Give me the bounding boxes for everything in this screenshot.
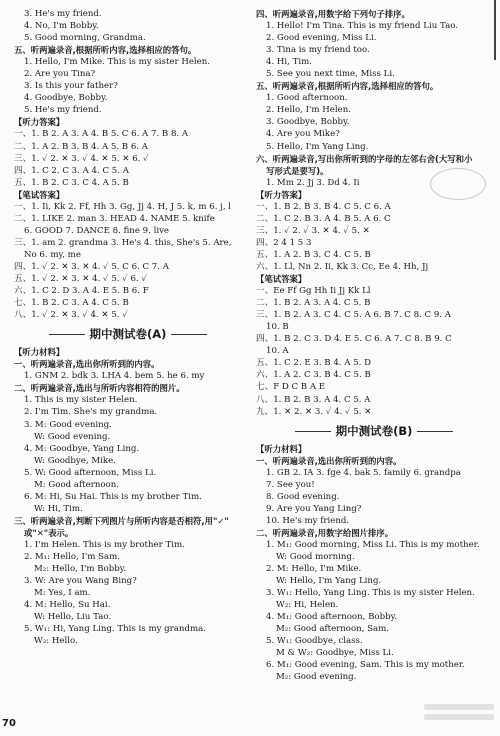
text-line: 1. GB 2. IA 3. fge 4. bak 5. family 6. grandpa: [266, 467, 461, 478]
text-line: 4. M: Goodbye, Yang Ling.: [24, 443, 140, 454]
text-line: 10. He's my friend.: [266, 515, 350, 526]
text-line: 1. Hello, I'm Mike. This is my sister Helen.: [24, 57, 210, 68]
text-line: 一、1. B 2. B 3. B 4. C 5. C 6. A: [256, 201, 391, 212]
text-line: 1. Good afternoon.: [266, 93, 348, 104]
watermark-logo: [424, 704, 494, 732]
text-line: 一、Ee Ff Gg Hh Ii Jj Kk Ll: [256, 286, 371, 297]
text-line: 【听力材料】: [14, 347, 65, 358]
text-line: 六、1. C 2. D 3. A 4. E 5. B 6. F: [14, 286, 149, 297]
text-line: 写形式是要写)。: [266, 165, 329, 176]
text-line: 二、听两遍录音,用数字给图片排序。: [256, 527, 394, 538]
text-line: W: Good evening.: [34, 431, 111, 442]
text-line: 5. W₁: Goodbye, class.: [266, 636, 363, 647]
text-line: 1. Hello! I'm Tina. This is my friend Liu Tao.: [266, 21, 458, 32]
text-line: 6. GOOD 7. DANCE 8. fine 9. live: [24, 225, 170, 236]
text-line: 2. M₁: Hello, I'm Sam.: [24, 552, 121, 563]
text-line: 3. Tina is my friend too.: [266, 45, 370, 56]
text-line: 5. He's my friend.: [24, 105, 102, 116]
right-column: [256, 8, 492, 684]
text-line: 7. See you!: [266, 479, 315, 490]
text-line: 2. M: Hello, I'm Mike.: [266, 564, 362, 575]
text-line: 【笔试答案】: [14, 189, 65, 200]
text-line: 一、听两遍录音,选出你所听到的内容。: [14, 359, 160, 370]
text-line: 九、1. ✕ 2. ✕ 3. ✓ 4. ✓ 5. ✕: [256, 406, 372, 417]
text-line: 八、1. ✓ 2. ✕ 3. ✓ 4. ✕ 5. ✓: [14, 310, 128, 321]
text-line: W: Good morning.: [276, 552, 355, 563]
text-line: 三、1. ✓ 2. ✓ 3. ✕ 4. ✓ 5. ✕: [256, 225, 370, 236]
text-line: 3. He's my friend.: [24, 9, 102, 19]
text-line: 4. M: Hello, Su Hai.: [24, 600, 111, 611]
text-line: 10. A: [266, 346, 289, 357]
text-line: 8. Good evening.: [266, 491, 340, 502]
text-line: 六、听两遍录音,写出你所听到的字母的左邻右舍(大写和小: [256, 153, 473, 164]
text-line: 二、1. LIKE 2. man 3. HEAD 4. NAME 5. knife: [14, 213, 215, 224]
text-line: W: Hello, I'm Yang Ling.: [276, 576, 382, 587]
left-column: [14, 8, 242, 647]
text-line: 五、1. C 2. E 3. B 4. A 5. D: [256, 358, 372, 369]
text-line: M & W₂: Goodbye, Miss Li.: [276, 648, 394, 659]
text-line: W₂: Hello.: [34, 636, 78, 647]
section-title: [14, 327, 242, 342]
text-line: 【听力答案】: [256, 189, 307, 200]
text-line: 五、听两遍录音,根据所听内容,选择相应的答句。: [256, 81, 439, 92]
text-line: 1. Mm 2. Jj 3. Dd 4. Ii: [266, 177, 360, 188]
text-line: 3. M: Good evening.: [24, 419, 112, 430]
text-line: 4. Hi, Tim.: [266, 57, 312, 68]
text-line: 五、1. B 2. C 3. C 4. A 5. B: [14, 177, 129, 188]
text-line: 四、2 4 1 5 3: [256, 237, 312, 248]
text-line: 5. Hello, I'm Yang Ling.: [266, 141, 369, 152]
text-line: 六、1. Ll, Nn 2. Ii, Kk 3. Cc, Ee 4. Hh, Jj: [256, 261, 429, 272]
text-line: 4. M₁: Good afternoon, Bobby.: [266, 612, 398, 623]
text-line: M₂: Good evening.: [276, 672, 357, 683]
text-line: 二、1. C 2. B 3. A 4. B 5. A 6. C: [256, 213, 391, 224]
text-line: 1. GNM 2. bdk 3. LHA 4. bem 5. he 6. my: [24, 371, 205, 382]
text-line: M₂: Hello, I'm Bobby.: [34, 564, 127, 575]
text-line: 3. W₁: Hello, Yang Ling. This is my sister Helen.: [266, 588, 475, 599]
text-line: 5. W₁: Hi, Yang Ling. This is my grandma.: [24, 624, 206, 635]
text-line: W: Hi, Tim.: [34, 503, 83, 514]
text-line: 四、1. C 2. C 3. A 4. C 5. A: [14, 165, 129, 176]
text-line: 四、听两遍录音,用数字给下列句子排序。: [256, 9, 410, 19]
text-line: 3. Is this your father?: [24, 81, 118, 92]
text-line: 四、1. B 2. C 3. D 4. E 5. C 6. A 7. C 8. B 9. C: [256, 334, 452, 345]
text-line: 一、1. Ii, Kk 2. Ff, Hh 3. Gg, Jj 4. H, J 5. k, m 6. j, l: [14, 201, 232, 212]
text-line: 三、听两遍录音,判断下列图片与所听内容是否相符,用"✓": [14, 515, 229, 526]
text-line: 【听力材料】: [256, 443, 307, 454]
text-line: 2. I'm Tim. She's my grandma.: [24, 407, 158, 418]
text-line: 一、听两遍录音,选出你所听到的内容。: [256, 455, 402, 466]
text-line: M: Yes, I am.: [34, 588, 91, 599]
text-line: W₂: Hi, Helen.: [276, 600, 339, 611]
text-line: 2. Good evening, Miss Li.: [266, 33, 377, 44]
text-line: 1. I'm Helen. This is my brother Tim.: [24, 539, 185, 550]
text-line: M: Good afternoon.: [34, 479, 119, 490]
text-line: 10. B: [266, 322, 289, 333]
text-line: 二、1. A 2. B 3. B 4. A 5. B 6. A: [14, 141, 148, 152]
text-line: 七、F D C B A E: [256, 382, 326, 393]
text-line: 5. See you next time, Miss Li.: [266, 69, 395, 80]
text-line: W: Goodbye, Mike.: [34, 455, 116, 466]
text-line: No 6. my, me: [24, 249, 81, 260]
text-line: 1. This is my sister Helen.: [24, 395, 138, 406]
text-line: 4. Goodbye, Bobby.: [24, 93, 108, 104]
text-line: 六、1. A 2. C 3. B 4. C 5. B: [256, 370, 371, 381]
text-line: 三、1. ✓ 2. ✕ 3. ✓ 4. ✕ 5. ✕ 6. ✓: [14, 153, 149, 164]
text-line: 4. Are you Mike?: [266, 129, 340, 140]
text-line: 五、听两遍录音,根据所听内容,选择相应的答句。: [14, 45, 197, 56]
section-title-text: 期中测试卷(B): [335, 423, 413, 438]
text-line: 6. M: Hi, Su Hai. This is my brother Tim.: [24, 491, 202, 502]
text-line: M₂: Good afternoon, Sam.: [276, 624, 390, 635]
section-title: [256, 424, 492, 439]
text-line: 6. M₁: Good evening, Sam. This is my mother.: [266, 660, 465, 671]
text-line: 四、1. ✓ 2. ✕ 3. ✕ 4. ✓ 5. C 6. C 7. A: [14, 261, 169, 272]
text-line: 【笔试答案】: [256, 274, 307, 285]
section-title-text: 期中测试卷(A): [89, 327, 167, 342]
text-line: 二、听两遍录音,选出与所听内容相符的图片。: [14, 383, 185, 394]
binding-edge: [494, 0, 496, 60]
text-line: 三、1. B 2. A 3. C 4. C 5. A 6. B 7. C 8. C 9. A: [256, 310, 451, 321]
text-line: 或"✕"表示。: [24, 527, 74, 538]
text-line: 三、1. am 2. grandma 3. He's 4. this, She's 5. Are,: [14, 237, 232, 248]
text-line: 9. Are you Yang Ling?: [266, 503, 362, 514]
text-line: 1. M₁: Good morning, Miss Li. This is my mother.: [266, 539, 480, 550]
text-line: 3. W: Are you Wang Bing?: [24, 576, 137, 587]
text-line: 【听力答案】: [14, 117, 65, 128]
text-line: 五、1. A 2. B 3. C 4. C 5. B: [256, 249, 371, 260]
page-number: 70: [2, 717, 16, 729]
text-line: 七、1. B 2. C 3. A 4. C 5. B: [14, 298, 129, 309]
text-line: 2. Hello, I'm Helen.: [266, 105, 351, 116]
ink-stamp: [430, 168, 486, 200]
text-line: 3. Goodbye, Bobby.: [266, 117, 350, 128]
text-line: 4. No, I'm Bobby.: [24, 21, 99, 32]
text-line: 五、1. ✓ 2. ✕ 3. ✕ 4. ✓ 5. ✓ 6. ✓: [14, 274, 148, 285]
text-line: 一、1. B 2. A 3. A 4. B 5. C 6. A 7. B 8. A: [14, 129, 189, 140]
text-line: 5. W: Good afternoon, Miss Li.: [24, 467, 157, 478]
text-line: 2. Are you Tina?: [24, 69, 96, 80]
text-line: W: Hello, Liu Tao.: [34, 612, 112, 623]
text-line: 5. Good morning, Grandma.: [24, 33, 146, 44]
text-line: 八、1. B 2. B 3. A 4. C 5. A: [256, 394, 371, 405]
text-line: 二、1. B 2. A 3. A 4. C 5. B: [256, 298, 371, 309]
